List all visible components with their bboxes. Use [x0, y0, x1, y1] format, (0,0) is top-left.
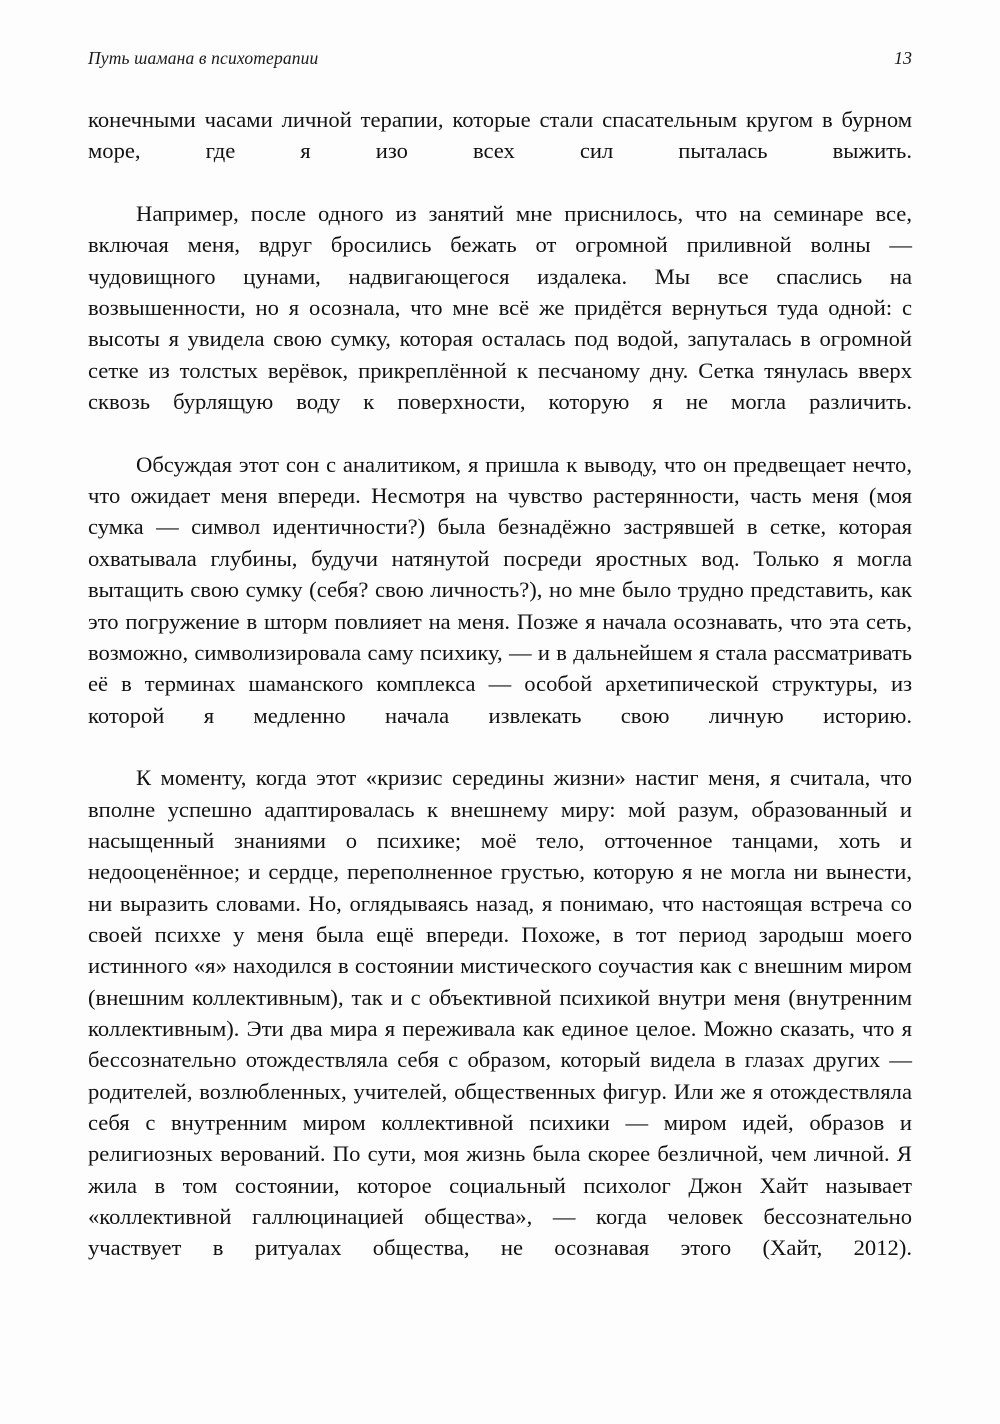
- running-head-title: Путь шамана в психотерапии: [88, 48, 319, 68]
- body-text-block: [88, 104, 912, 1295]
- paragraph-4: К моменту, когда этот «кризис середины жизни» настиг меня, я считала, что вполне успешно адаптировалась к внешнему миру: мой разум, образованный и насыщенный знаниями о психике; моё тело, отточенное танцами, хоть и недооценённое; и сердце, переполненное грустью, которую я не могла ни вынести, ни выразить словами. Но, оглядываясь назад, я понимаю, что настоящая встреча со своей психхе у меня была ещё впереди. Похоже, в тот период зародыш моего истинного «я» находился в состоянии мистического соучастия как с внешним миром (внешним коллективным), так и с объективной психикой внутри меня (внутренним коллективным). Эти два мира я переживала как единое целое. Можно сказать, что я бессознательно отождествляла себя с образом, который видела в глазах других — родителей, возлюбленных, учителей, общественных фигур. Или же я отождествляла себя с внутренним миром коллективной психики — миром идей, образов и религиозных верований. По сути, моя жизнь была скорее безличной, чем личной. Я жила в том состоянии, которое социальный психолог Джон Хайт называет «коллективной галлюцинацией общества», — когда человек бессознательно участвует в ритуалах общества, не осознавая этого (Хайт, 2012).: [88, 765, 912, 1261]
- paragraph-3: Обсуждая этот сон с аналитиком, я пришла к выводу, что он предвещает нечто, что ожидает меня впереди. Несмотря на чувство растерянности, часть меня (моя сумка — символ идентичности?) была безнадёжно застрявшей в сетке, которая охватывала глубины, будучи натянутой посреди яростных вод. Только я могла вытащить свою сумку (себя? свою личность?), но мне было трудно представить, как это погружение в шторм повлияет на меня. Позже я начала осознавать, что эта сеть, возможно, символизировала саму психику, — и в дальнейшем я стала рассматривать её в терминах шаманского комплекса — особой архетипической структуры, из которой я медленно начала извлекать свою личную историю.: [88, 451, 912, 728]
- paragraph-2: Например, после одного из занятий мне приснилось, что на семинаре все, включая меня, вдруг бросились бежать от огромной приливной волны — чудовищного цунами, надвигающегося издалека. Мы все спаслись на возвышенности, но я осознала, что мне всё же придётся вернуться туда одной: с высоты я увидела свою сумку, которая осталась под водой, запуталась в огромной сетке из толстых верёвок, прикреплённой к песчаному дну. Сетка тянулась вверх сквозь бурлящую воду к поверхности, которую я не могла различить.: [88, 201, 912, 415]
- paragraph-1: конечными часами личной терапии, которые стали спасательным кругом в бурном море, где я изо всех сил пыталась выжить.: [88, 107, 912, 164]
- running-head: [88, 48, 912, 74]
- page-number: 13: [894, 48, 912, 68]
